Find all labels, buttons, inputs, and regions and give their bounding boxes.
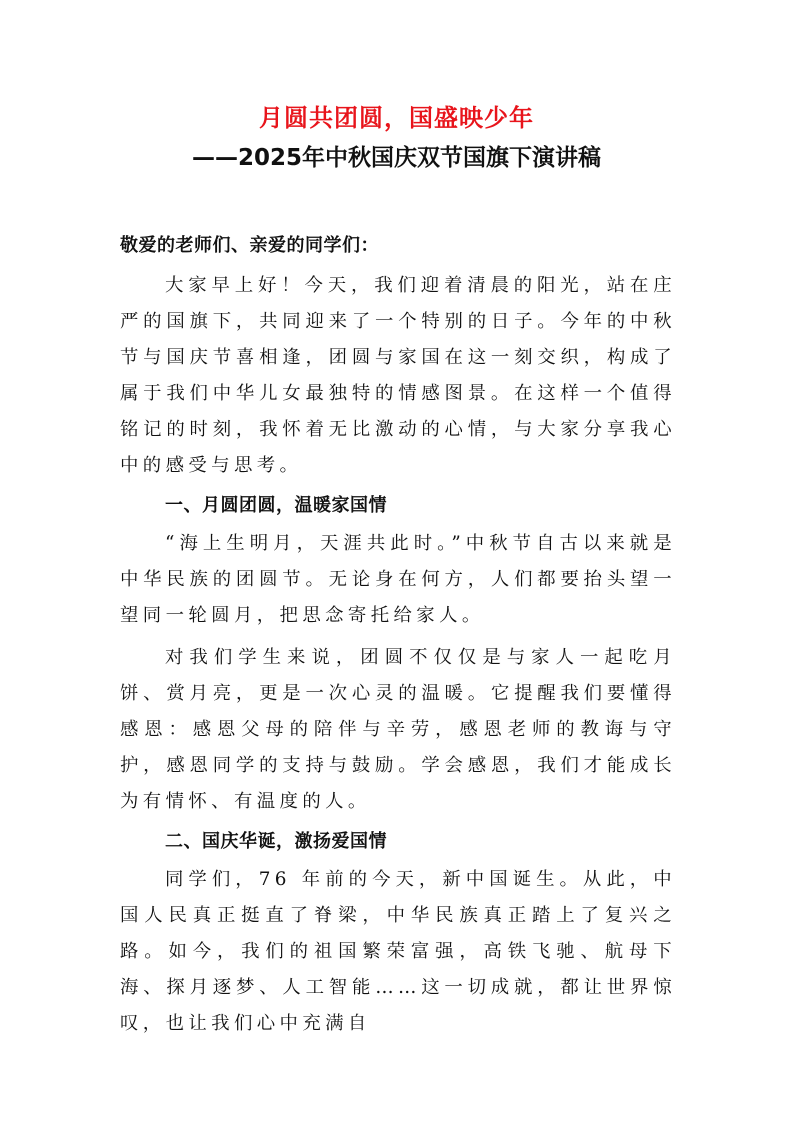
paragraph-section1-2: 对我们学生来说，团圆不仅仅是与家人一起吃月饼、赏月亮，更是一次心灵的温暖。它提醒我们要懂得感恩：感恩父母的陪伴与辛劳，感恩老师的教诲与守护，感恩同学的支持与鼓励。学会感恩，我们才能成长为有情怀、有温度的人。 (120, 647, 676, 812)
paragraph-intro: 大家早上好！今天，我们迎着清晨的阳光，站在庄严的国旗下，共同迎来了一个特别的日子。今年的中秋节与国庆节喜相逢，团圆与家国在这一刻交织，构成了属于我们中华儿女最独特的情感图景。在这样一个值得铭记的时刻，我怀着无比激动的心情，与大家分享我心中的感受与思考。 (120, 275, 676, 476)
greeting: 敬爱的老师们、亲爱的同学们： (120, 235, 379, 256)
section-heading-2: 二、国庆华诞，激扬爱国情 (165, 831, 387, 852)
document-title: 月圆共团圆，国盛映少年 (259, 104, 534, 132)
paragraph-section1-1: “海上生明月，天涯共此时。”中秋节自古以来就是中华民族的团圆节。无论身在何方，人们都要抬头望一望同一轮圆月，把思念寄托给家人。 (120, 533, 676, 626)
section-heading-1: 一、月圆团圆，温暖家国情 (165, 495, 387, 516)
paragraph-section2-1: 同学们，76 年前的今天，新中国诞生。从此，中国人民真正挺直了脊梁，中华民族真正踏上了复兴之路。如今，我们的祖国繁荣富强，高铁飞驰、航母下海、探月逐梦、人工智能……这一切成就，都让世界惊叹，也让我们心中充满自 (120, 869, 676, 1034)
document-body (120, 228, 676, 1042)
document-subtitle: ——2025年中秋国庆双节国旗下演讲稿 (191, 145, 601, 171)
